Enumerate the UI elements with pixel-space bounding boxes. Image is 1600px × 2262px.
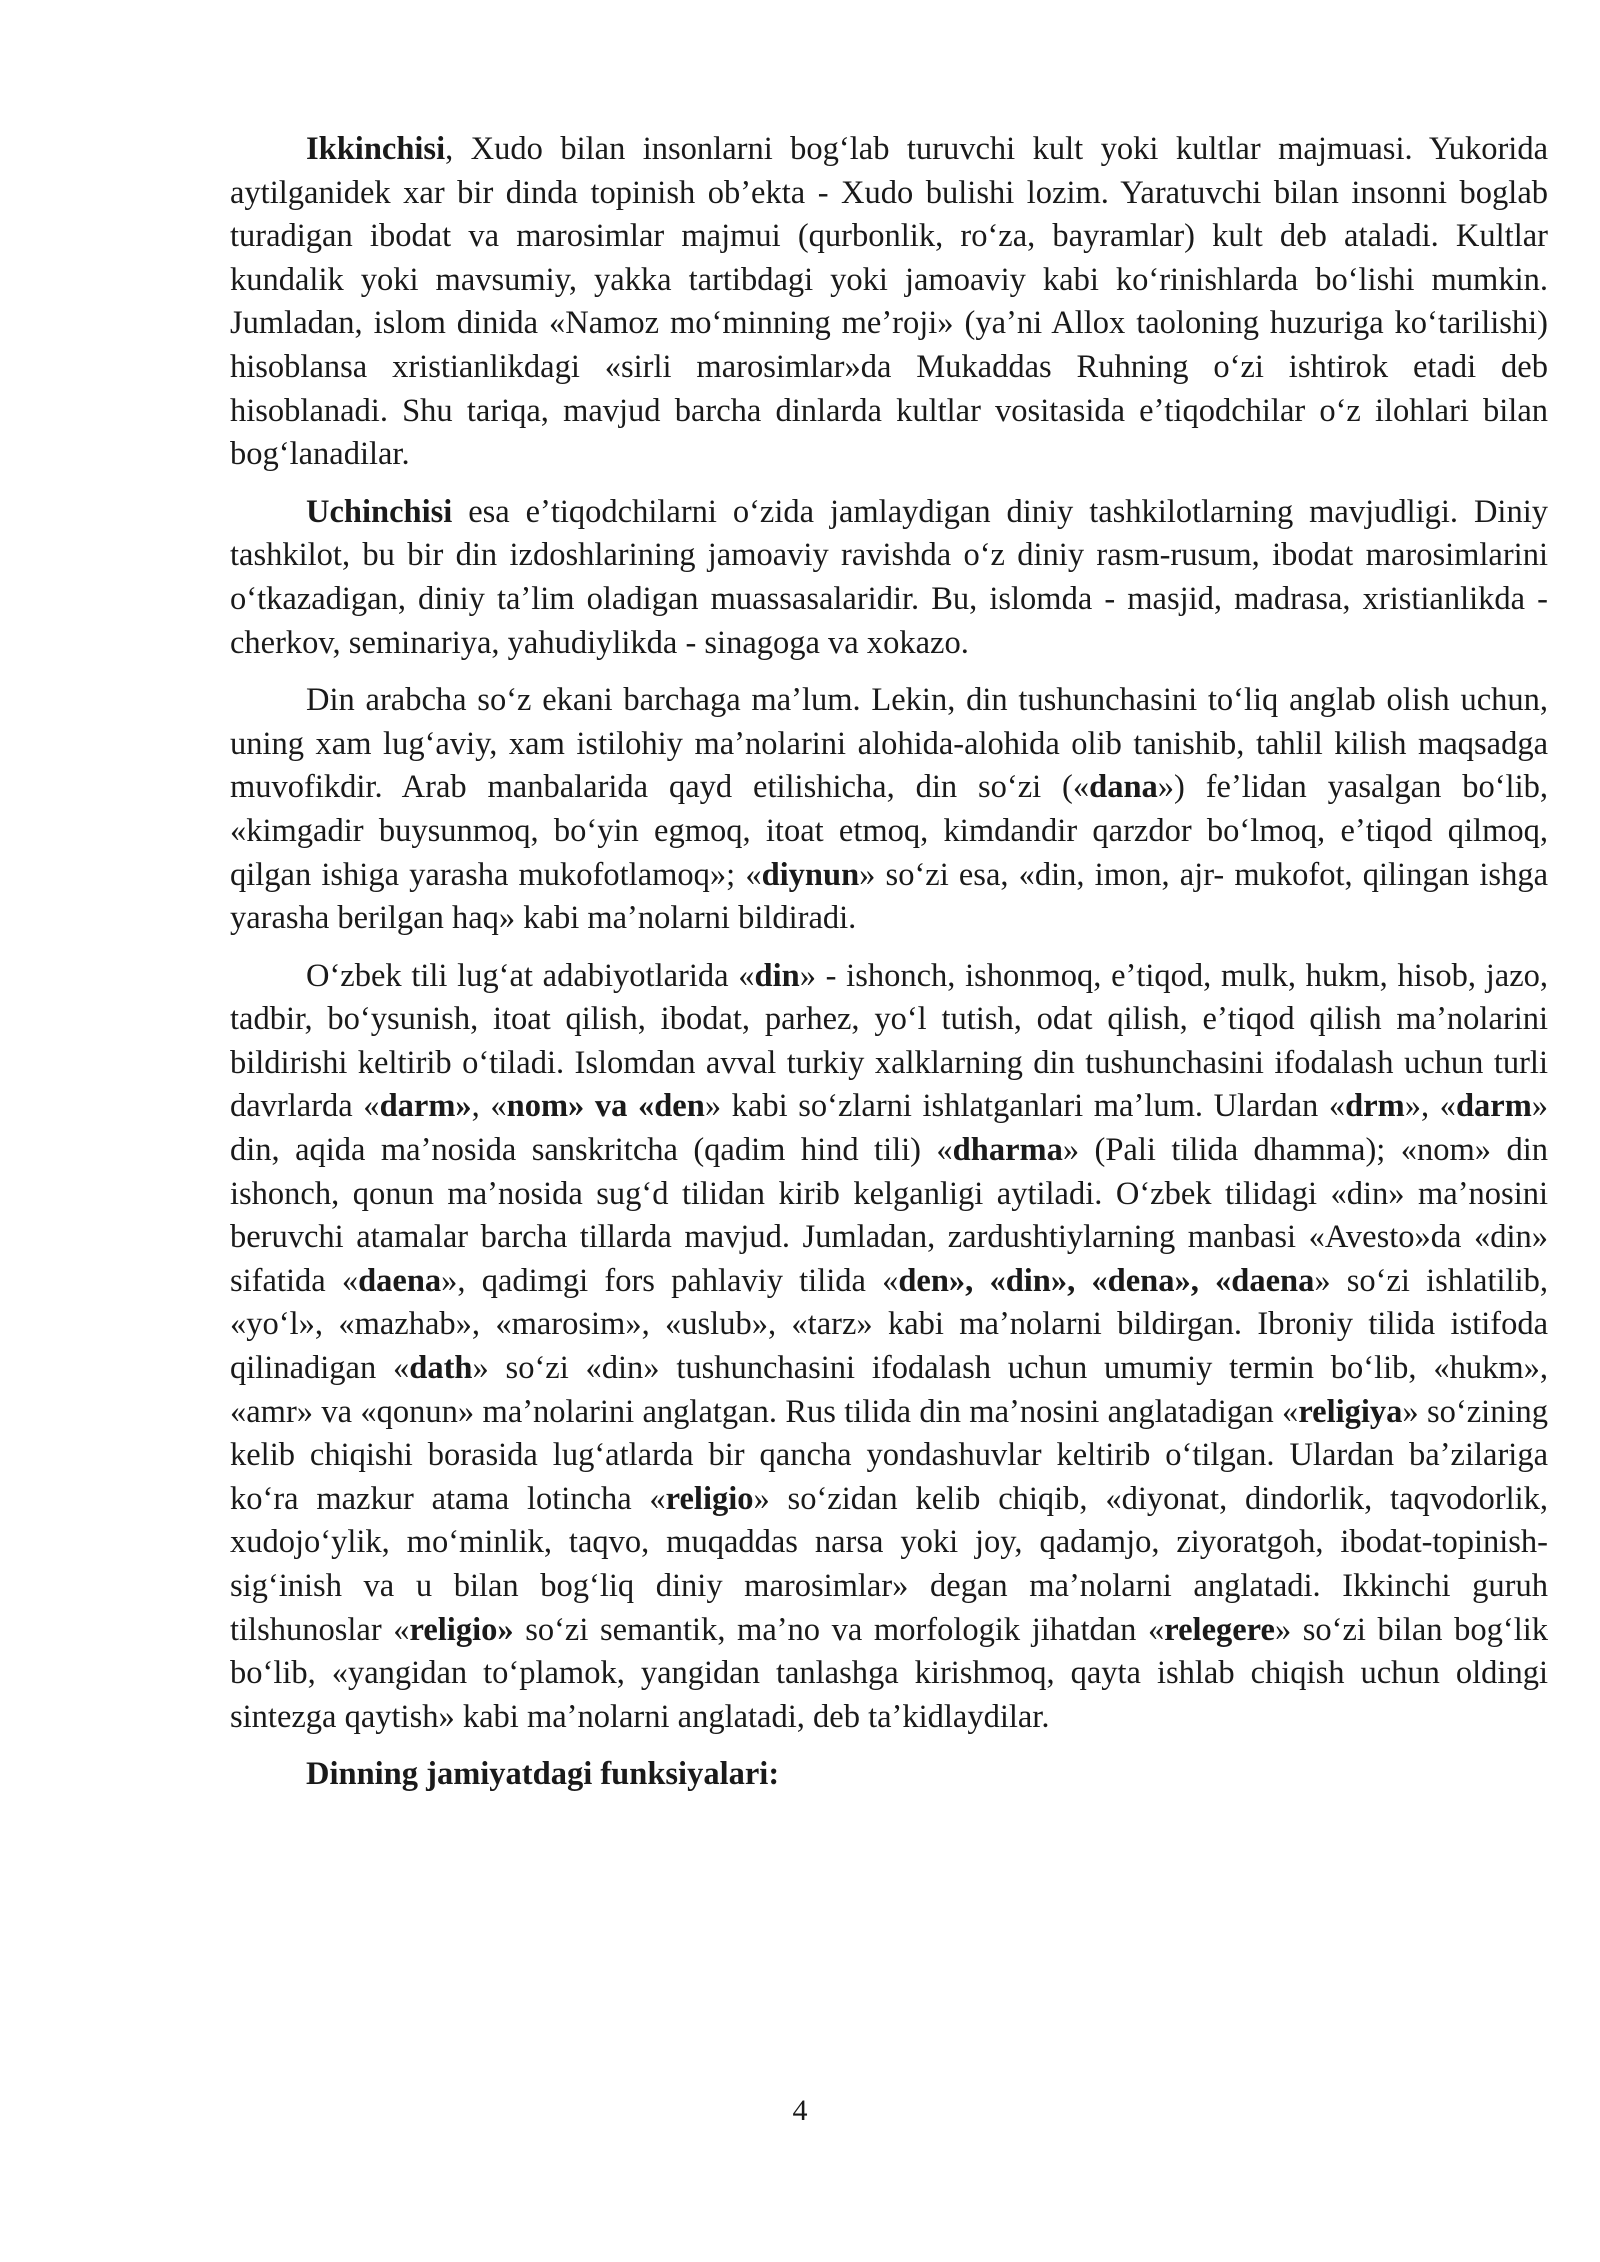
bold-term: religiya xyxy=(1298,1393,1403,1430)
bold-term: darm» xyxy=(379,1088,472,1125)
bold-term: Ikkinchisi xyxy=(306,131,446,167)
text-run: » kabi soʻzlarni ishlatganlari maʼlum. Ulardan « xyxy=(704,1088,1346,1125)
bold-term: diynun xyxy=(761,856,860,893)
text-run: Din arabcha soʻz ekani barchaga maʼlum. Lekin, din tushunchasini toʻliq anglab olish uchun, uning xam lugʻaviy, xam istilohiy maʼnolarini alohida-alohida olib tanishib, tahlil kilish maqsadga muvofikdir. Arab manbalarida qayd etilishicha, din soʻzi (« xyxy=(230,682,1548,806)
text-run: » (Pali tilida dhamma); «nom» din ishonch, qonun maʼnosida sugʻd tilidan kirib kelganligi aytiladi. Oʻzbek tilidagi «din» maʼnosini beruvchi atamalar barcha tillarda mavjud. Jumladan, zardushtiylarning manbasi «Avesto»da «din» sifatida « xyxy=(230,1132,1548,1299)
text-run: » soʻzining kelib chiqishi borasida lugʻatlarda bir qancha yondashuvlar keltirib oʻtilgan. Ulardan baʼzilariga koʻra mazkur atama lotincha « xyxy=(230,1393,1548,1517)
bold-term: dharma xyxy=(952,1132,1063,1169)
bold-term: religio» xyxy=(409,1611,514,1648)
paragraph-ozbek-tili xyxy=(230,955,1548,1740)
text-run: , Xudo bilan insonlarni bogʻlab turuvchi kult yoki kultlar majmuasi. Yukorida aytilganidek xar bir dinda topinish obʼekta - Xudo bulishi lozim. Yaratuvchi bilan insonni boglab turadigan ibodat va marosimlar majmui (qurbonlik, roʻza, bayramlar) kult deb ataladi. Kultlar kundalik yoki mavsumiy, yakka tartibdagi yoki jamoaviy kabi koʻrinishlarda boʻlishi mumkin. Jumladan, islom dinida «Namoz moʻminning meʼroji» (yaʼni Allox taoloning huzuriga koʻtarilishi) hisoblansa xristianlikdagi «sirli marosimlar»da Mukaddas Ruhning oʻzi ishtirok etadi deb hisoblanadi. Shu tariqa, mavjud barcha dinlarda kultlar vositasida eʼtiqodchilar oʻz ilohlari bilan bogʻlanadilar. xyxy=(230,131,1548,473)
paragraph-ikkinchisi xyxy=(230,128,1548,477)
paragraph-din-arabcha xyxy=(230,679,1548,941)
bold-term: din xyxy=(754,957,800,994)
text-run: » soʻzi esa, «din, imon, ajr- mukofot, qilingan ishga yarasha berilgan haq» kabi maʼnolarni bildiradi. xyxy=(230,856,1548,937)
bold-term: darm xyxy=(1455,1088,1532,1125)
text-run: , « xyxy=(471,1088,507,1125)
bold-term: daena xyxy=(358,1262,442,1299)
text-run: Oʻzbek tili lugʻat adabiyotlarida « xyxy=(306,957,755,994)
text-run: » din, aqida maʼnosida sanskritcha (qadim hind tili) « xyxy=(230,1088,1549,1169)
bold-term: Uchinchisi xyxy=(306,493,453,530)
bold-term: dana xyxy=(1089,769,1158,806)
text-run: esa eʼtiqodchilarni oʻzida jamlaydigan diniy tashkilotlarning mavjudligi. Diniy tashkilot, bu bir din izdoshlarining jamoaviy ravishda oʻz diniy rasm-rusum, ibodat marosimlarini oʻtkazadigan, diniy taʼlim oladigan muassasalaridir. Bu, islomda - masjid, madrasa, xristianlikda - cherkov, seminariya, yahudiylikda - sinagoga va xokazo. xyxy=(230,493,1548,661)
bold-term: relegere xyxy=(1164,1611,1275,1648)
bold-term: den», «din», «dena», «daena xyxy=(898,1262,1315,1299)
text-run: » soʻzi bilan bogʻlik boʻlib, «yangidan toʻplamok, yangidan tanlashga kirishmoq, qayta ishlab chiqish uchun oldingi sintezga qaytish» kabi maʼnolarni anglatadi, deb taʼkidlaydilar. xyxy=(230,1611,1549,1735)
text-run: » - ishonch, ishonmoq, eʼtiqod, mulk, hukm, hisob, jazo, tadbir, boʻysunish, itoat qilish, ibodat, parhez, yoʻl tutish, odat qilish, eʼtiqod qilish maʼnolarini bildirishi keltirib oʻtiladi. Islomdan avval turkiy xalklarning din tushunchasini ifodalash uchun turli davrlarda « xyxy=(230,957,1548,1125)
text-run: » soʻzidan kelib chiqib, «diyonat, dindorlik, taqvodorlik, xudojoʻylik, moʻminlik, taqvo, muqaddas narsa yoki joy, qadamjo, ziyoratgoh, ibodat-topinish-sigʻinish va u bilan bogʻliq diniy marosimlar» degan maʼnolarni anglatadi. Ikkinchi guruh tilshunoslar « xyxy=(230,1480,1549,1648)
page-body xyxy=(230,128,1548,1797)
bold-term: dath xyxy=(409,1350,473,1387)
text-run: » soʻzi «din» tushunchasini ifodalash uchun umumiy termin boʻlib, «hukm», «amr» va «qonun» maʼnolarini anglatgan. Rus tilida din maʼnosini anglatadigan « xyxy=(230,1350,1548,1430)
text-run: » soʻzi ishlatilib, «yoʻl», «mazhab», «marosim», «uslub», «tarz» kabi maʼnolarni bildirgan. Ibroniy tilida istifoda qilinadigan « xyxy=(230,1262,1548,1387)
text-run: ») feʼlidan yasalgan boʻlib, «kimgadir buysunmoq, boʻyin egmoq, itoat etmoq, kimdandir qarzdor boʻlmoq, eʼtiqod qilmoq, qilgan ishiga yarasha mukofotlamoq»; « xyxy=(230,769,1548,893)
bold-term: nom» va «den xyxy=(506,1088,705,1125)
text-run: », qadimgi fors pahlaviy tilida « xyxy=(441,1262,899,1299)
paragraph-uchinchisi xyxy=(230,491,1548,665)
section-heading: Dinning jamiyatdagi funksiyalari: xyxy=(306,1756,780,1793)
page-number: 4 xyxy=(792,2094,808,2127)
bold-term: drm xyxy=(1345,1088,1405,1125)
text-run: », « xyxy=(1404,1088,1456,1125)
bold-term: religio xyxy=(665,1480,754,1517)
text-run: soʻzi semantik, maʼno va morfologik jihatdan « xyxy=(513,1611,1165,1648)
